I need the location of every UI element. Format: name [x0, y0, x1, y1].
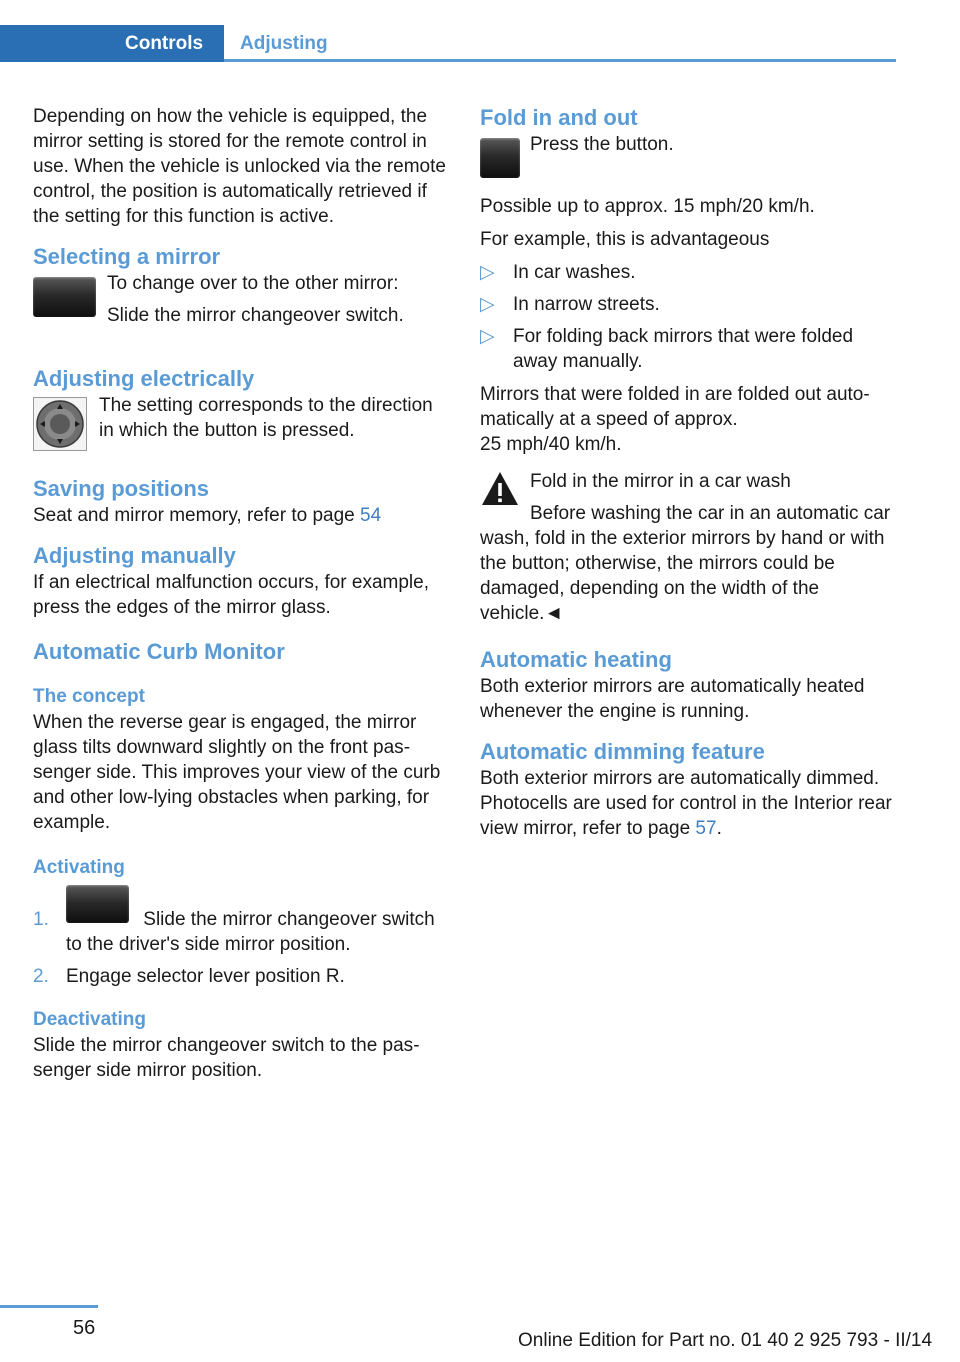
automatic-dimming-text: Both exterior mirrors are automatically dimmed. Photocells are used for control in the Interior rear view mirror, refer to page 57.	[480, 768, 892, 839]
left-column	[33, 104, 449, 1091]
list-item	[33, 891, 449, 957]
speed-text: 25 mph/40 km/h.	[480, 434, 622, 455]
tab-controls-label: Controls	[125, 33, 204, 54]
activating-heading: Activating	[33, 857, 125, 878]
list-item: ▷ For folding back mirrors that were folded away manually.	[480, 326, 854, 372]
deactivating-heading: Deactivating	[33, 1009, 146, 1030]
adjusting-electrically-text: The setting corresponds to the direction in which the button is pressed.	[99, 395, 433, 441]
deactivating-text: Slide the mirror changeover switch to the passenger side mirror position.	[33, 1035, 420, 1081]
tab-controls[interactable]	[0, 25, 224, 62]
saving-positions-heading: Saving positions	[33, 476, 210, 501]
list-item: ▷ In narrow streets.	[480, 294, 660, 315]
activating-list	[33, 891, 449, 989]
adjusting-electrically-heading: Adjusting electrically	[33, 366, 255, 391]
footer-divider	[0, 1305, 98, 1308]
concept-heading: The concept	[33, 686, 145, 707]
fold-block	[480, 132, 896, 194]
saving-positions-text: Seat and mirror memory, refer to page 54	[33, 505, 382, 526]
curb-monitor-heading: Automatic Curb Monitor	[33, 639, 285, 664]
list-number: 1.	[33, 909, 49, 930]
activating-step-2: Engage selector lever position R.	[66, 966, 345, 987]
tab-adjusting[interactable]	[224, 25, 896, 59]
selecting-mirror-heading: Selecting a mirror	[33, 244, 221, 269]
warning-block	[480, 469, 896, 626]
warning-text: Before washing the car in an automatic car wash, fold in the exterior mirrors by hand or with the button; otherwise, the mirrors could be damaged, depending on the width of the vehicle.◄	[480, 503, 891, 624]
adjusting-manually-text: If an electrical malfunction occurs, for example, press the edges of the mirror glass.	[33, 572, 430, 618]
mirror-joystick-icon	[33, 397, 87, 451]
selecting-line-1: To change over to the other mirror:	[107, 273, 399, 294]
adjusting-electrically-block	[33, 393, 449, 475]
selecting-line-2: Slide the mirror changeover switch.	[107, 305, 404, 326]
edition-footer: Online Edition for Part no. 01 40 2 925 793 - II/14	[518, 1330, 933, 1351]
mirrors-folded-text: Mirrors that were folded in are folded out automatically at a speed of approx.	[480, 384, 870, 430]
fold-heading: Fold in and out	[480, 105, 638, 130]
example-text: For example, this is advantageous	[480, 229, 770, 250]
fold-press-text: Press the button.	[530, 134, 674, 155]
adjusting-manually-heading: Adjusting manually	[33, 543, 236, 568]
concept-text: When the reverse gear is engaged, the mirror glass tilts downward slightly on the front passenger side. This improves your view of the curb and other low-lying obstacles when parking, for example.	[33, 712, 441, 833]
list-item	[33, 964, 449, 989]
list-number: 2.	[33, 966, 49, 987]
automatic-heating-heading: Automatic heating	[480, 647, 672, 672]
tab-adjusting-label: Adjusting	[240, 33, 328, 54]
page-57-link[interactable]: 57	[695, 818, 717, 839]
triangle-right-icon: ▷	[480, 262, 495, 283]
fold-button-icon	[480, 138, 520, 178]
mirror-changeover-switch-icon	[66, 885, 129, 923]
possible-text: Possible up to approx. 15 mph/20 km/h.	[480, 196, 815, 217]
activating-step-1: Slide the mirror changeover switch to the driver's side mirror position.	[66, 909, 435, 955]
intro-paragraph: Depending on how the vehicle is equipped, the mirror setting is stored for the remote control in use. When the vehicle is unlocked via the remote control, the position is automatically retrieved if the setting for this function is active.	[33, 106, 446, 227]
right-column	[480, 104, 896, 849]
header-divider	[224, 59, 896, 62]
triangle-right-icon: ▷	[480, 294, 495, 315]
advantages-list	[480, 260, 896, 374]
warning-triangle-icon	[480, 469, 520, 509]
automatic-heating-text: Both exterior mirrors are automatically heated whenever the engine is running.	[480, 676, 865, 722]
mirror-changeover-switch-icon	[33, 277, 96, 317]
page-number: 56	[73, 1317, 96, 1339]
selecting-mirror-block	[33, 271, 449, 365]
page-54-link[interactable]: 54	[360, 505, 382, 526]
list-item: ▷ In car washes.	[480, 262, 636, 283]
triangle-right-icon: ▷	[480, 326, 495, 347]
warning-title: Fold in the mirror in a car wash	[530, 471, 791, 492]
automatic-dimming-heading: Automatic dimming feature	[480, 739, 765, 764]
